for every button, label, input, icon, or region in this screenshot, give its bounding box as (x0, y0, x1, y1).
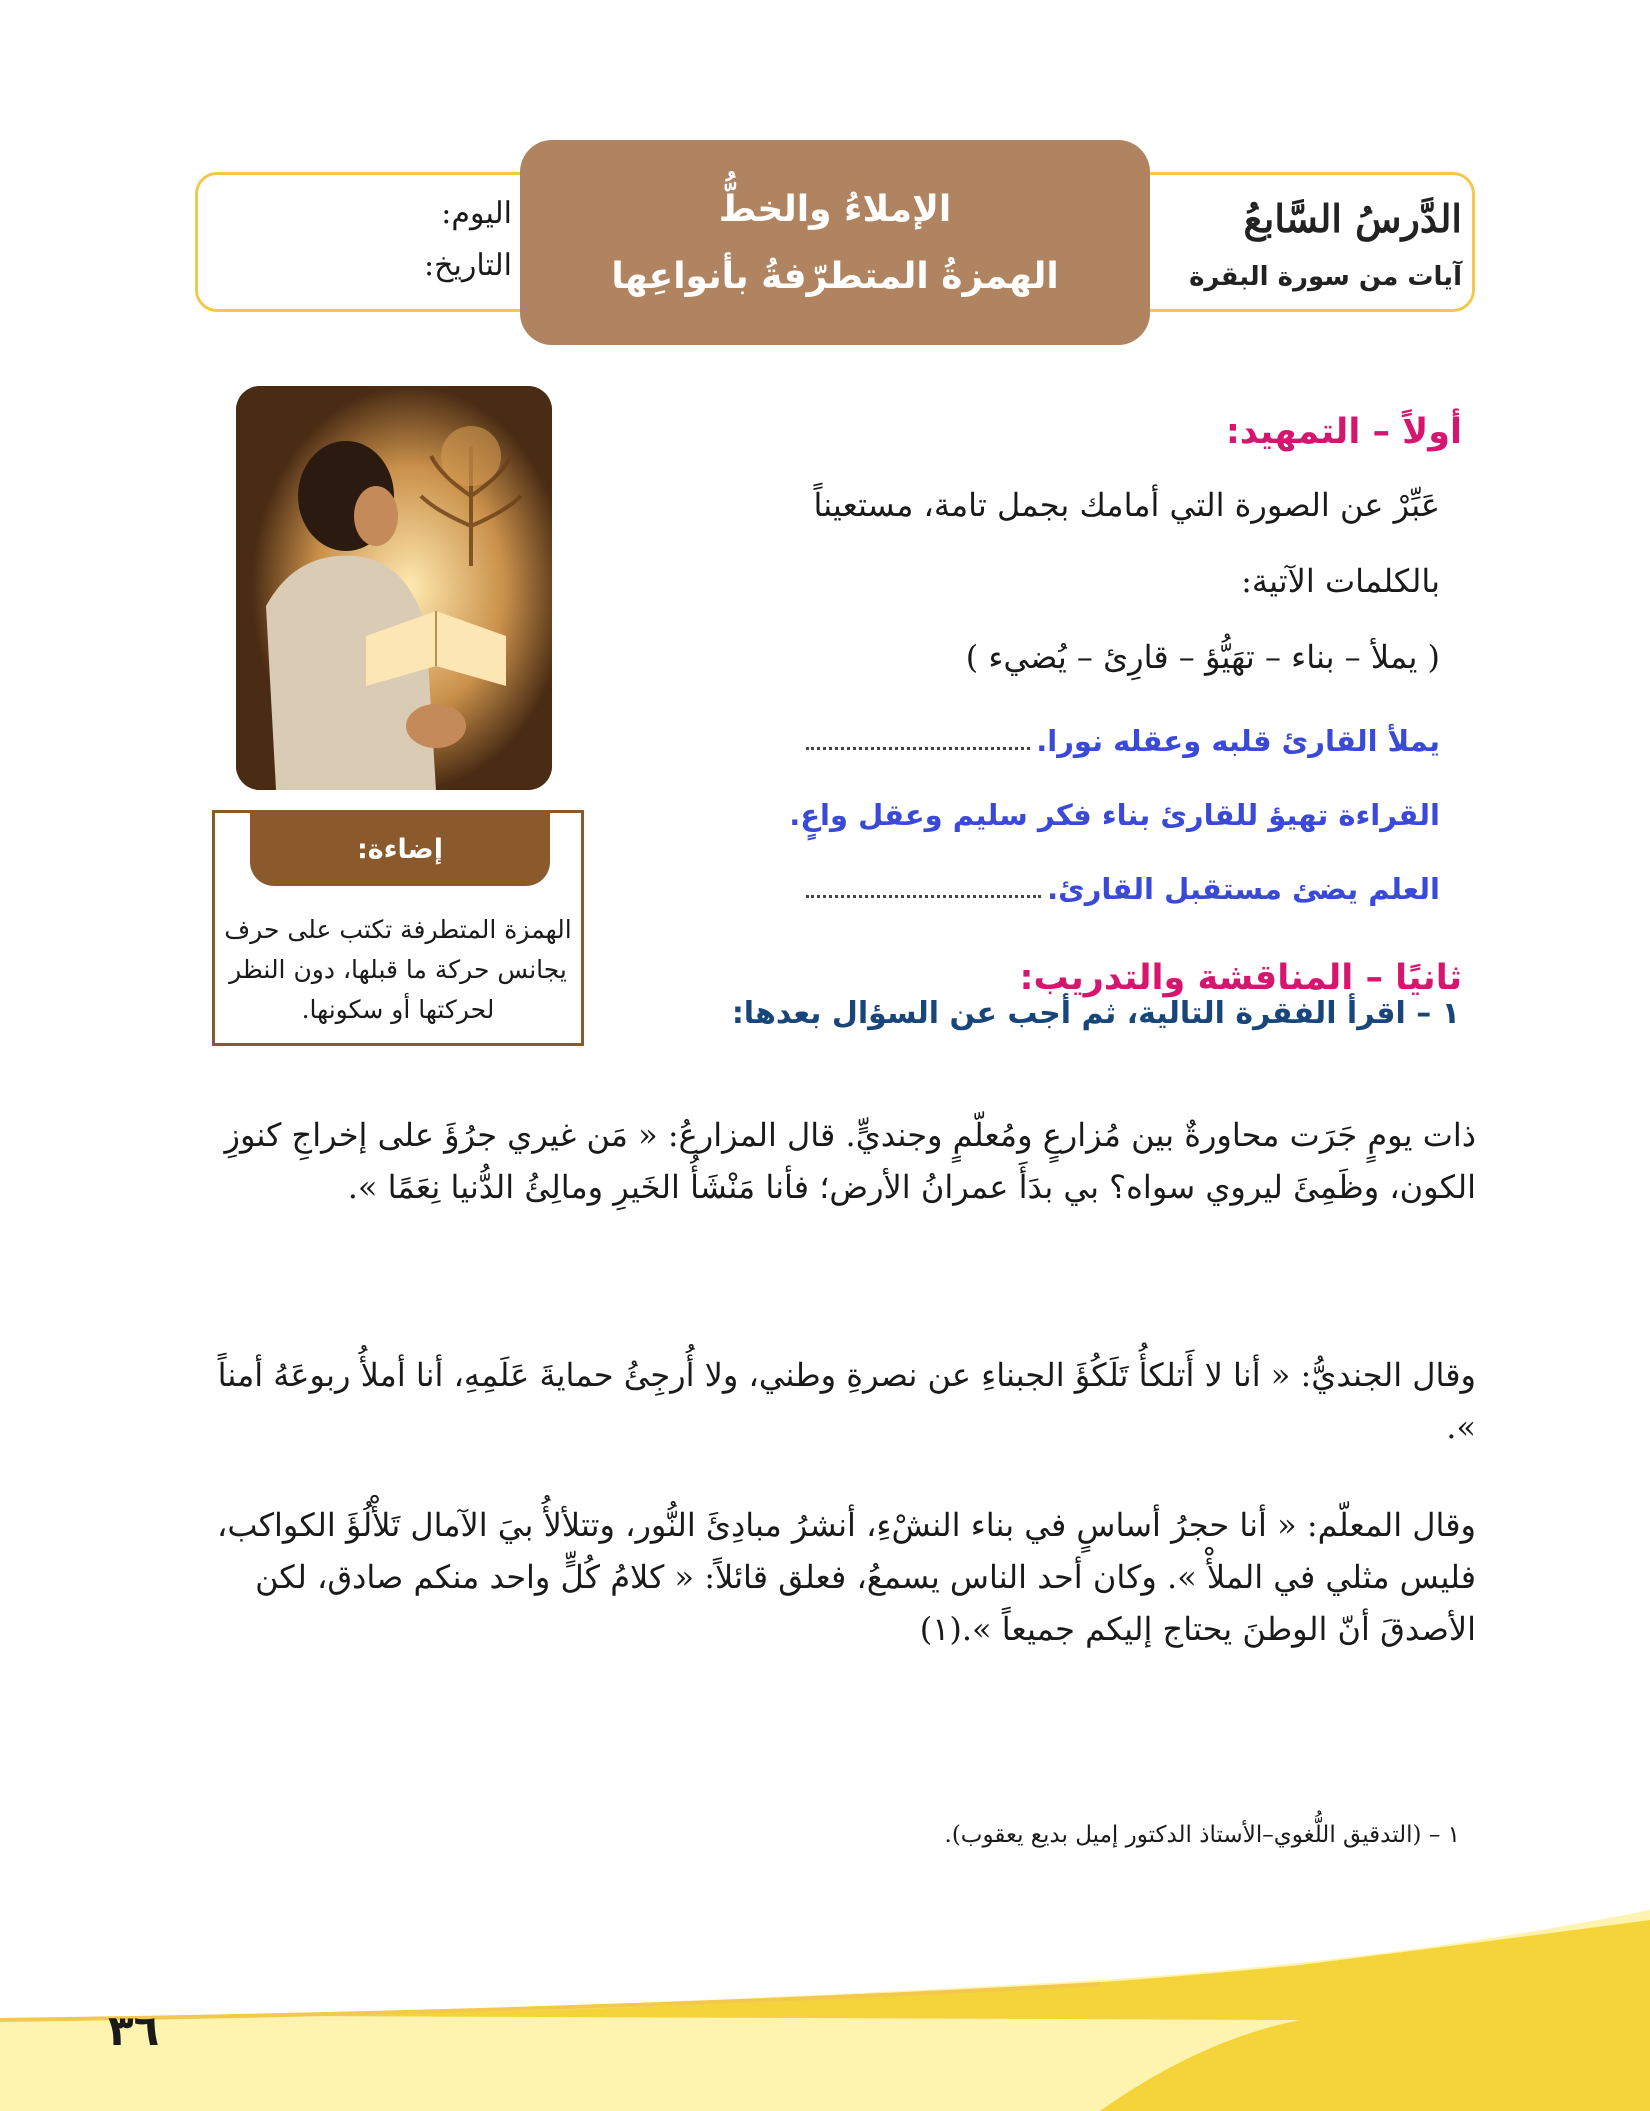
answer-line-2[interactable] (789, 786, 1440, 832)
answer-text-2: القراءة تهيؤ للقارئ بناء فكر سليم وعقل واعٍ. (789, 798, 1440, 832)
topic-title: الإملاءُ والخطُّ (718, 188, 952, 230)
boy-reading-illustration (236, 386, 552, 790)
word-list: ( يملأ – بناء – تهَيُّؤ – قارِئ – يُضيء ) (965, 638, 1440, 676)
dotted-line (806, 894, 1041, 898)
paragraph-farmer: ذات يومٍ جَرَت محاورةٌ بين مُزارعٍ ومُعلّمٍ وجنديٍّ. قال المزارعُ: « مَن غيري جرُؤَ على إخراجِ كنوزِ الكون، وظَمِئَ ليروي سواه؟ بي بدَأَ عمرانُ الأرض؛ فأنا مَنْشَأُ الخَيرِ ومالِئُ الدُّنيا نِعَمًا ». (224, 1116, 1476, 1206)
day-label: اليوم: (441, 196, 512, 231)
instruction-line2: بالكلمات الآتية: (1241, 562, 1440, 600)
topic-header (520, 140, 1150, 345)
answer-line-3[interactable] (800, 860, 1440, 906)
section2-title: ثانيًا – المناقشة والتدريب: (1019, 958, 1462, 998)
tip-text: الهمزة المتطرفة تكتب على حرف يجانس حركة ما قبلها، دون النظر لحركتها أو سكونها. (224, 915, 572, 1024)
question-1: ١ – اقرأ الفقرة التالية، ثم أجب عن السؤال بعدها: (731, 996, 1460, 1031)
footnote: ١ – (التدقيق اللُّغوي–الأستاذ الدكتور إميل بديع يعقوب). (944, 1822, 1460, 1848)
dotted-line (806, 746, 1030, 750)
date-label: التاريخ: (424, 248, 512, 283)
instruction-line1: عَبِّرْ عن الصورة التي أمامك بجمل تامة، مستعيناً (813, 486, 1440, 524)
answer-text-3: العلم يضئ مستقبل القارئ. (1047, 872, 1440, 906)
section1-title: أولاً – التمهيد: (1225, 412, 1462, 452)
topic-subtitle: الهمزةُ المتطرّفةُ بأنواعِها (611, 255, 1059, 297)
boy-reading-image (236, 386, 552, 790)
page-number: ٣٦ (108, 2006, 160, 2055)
tip-title: إضاءة: (250, 812, 550, 886)
lesson-subtitle: آيات من سورة البقرة (1189, 262, 1462, 292)
bottom-wave-decoration (0, 1880, 1650, 2111)
answer-text-1: يملأ القارئ قلبه وعقله نورا. (1036, 724, 1440, 758)
paragraph-teacher: وقال المعلّم: « أنا حجرُ أساسٍ في بناء النشْءِ، أنشرُ مبادِئَ النُّور، وتتلألأُ بيَ الآمال تَلأْلُؤَ الكواكب، فليس مثلي في الملأْ ». وكان أحد الناس يسمعُ، فعلق قائلاً: « كلامُ كُلٍّ واحد منكم صادق، لكن الأصدقَ أنّ الوطنَ يحتاج إليكم جميعاً ».(١) (217, 1506, 1476, 1648)
answer-line-1[interactable] (800, 712, 1440, 758)
lesson-title: الدَّرسُ السَّابعُ (1243, 196, 1462, 241)
paragraph-soldier: وقال الجنديُّ: « أنا لا أَتلكأُ تَلَكُؤَ الجبناءِ عن نصرةِ وطني، ولا أُرجِئُ حمايةَ عَلَمِهِ، أنا أملأُ ربوعَهُ أمناً ». (217, 1356, 1476, 1446)
